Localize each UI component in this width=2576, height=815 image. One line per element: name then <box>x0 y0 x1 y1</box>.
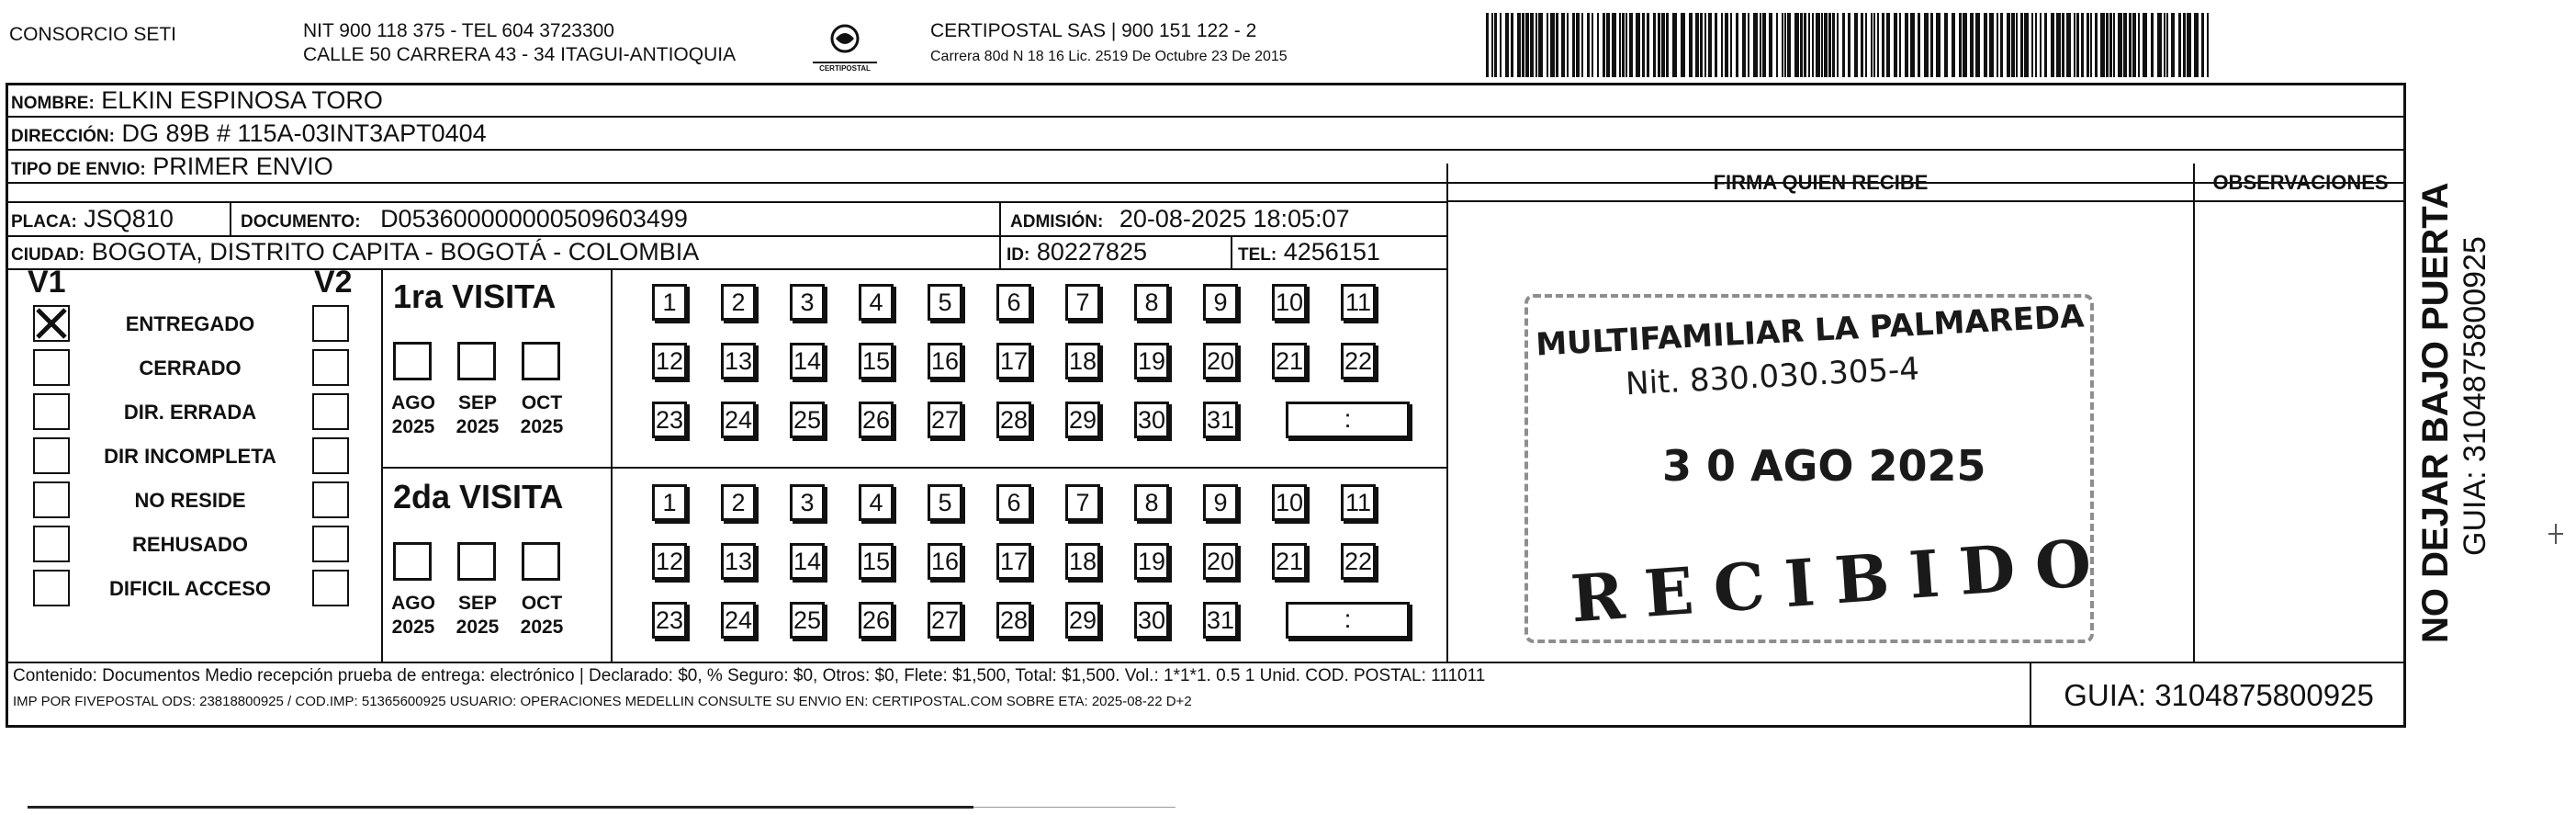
reception-stamp <box>1524 285 2114 652</box>
month-name: SEP <box>457 593 498 614</box>
day-box[interactable]: 28 <box>996 402 1031 438</box>
v2-checkbox[interactable] <box>312 481 349 518</box>
placa-value: JSQ810 <box>84 205 174 232</box>
day-box[interactable]: 6 <box>996 284 1031 321</box>
certipostal-logo <box>808 18 882 74</box>
day-box[interactable]: 16 <box>928 543 962 580</box>
edge-tick-cross <box>2548 533 2563 535</box>
day-box[interactable]: 1 <box>652 484 687 521</box>
day-box[interactable]: 2 <box>721 284 756 321</box>
month-year: 2025 <box>456 617 500 638</box>
day-box[interactable]: 12 <box>652 343 687 379</box>
side-guia: GUIA: 3104875800925 <box>2458 236 2492 556</box>
divider <box>381 467 1446 469</box>
day-box[interactable]: 20 <box>1203 543 1238 580</box>
direccion-row <box>11 117 487 153</box>
month-year: 2025 <box>520 617 564 638</box>
divider <box>2193 164 2195 663</box>
day-box[interactable]: 16 <box>928 343 962 379</box>
month-checkbox[interactable] <box>457 542 496 581</box>
day-box[interactable]: 5 <box>928 484 962 521</box>
documento-row <box>241 202 688 239</box>
day-box[interactable]: 8 <box>1134 284 1169 321</box>
visit-title: 1ra VISITA <box>393 277 557 315</box>
day-box[interactable]: 13 <box>721 343 756 379</box>
status-label: DIR INCOMPLETA <box>104 445 276 468</box>
month-name: OCT <box>521 392 563 413</box>
day-box[interactable]: 21 <box>1272 343 1307 379</box>
month-checkbox[interactable] <box>457 342 496 380</box>
day-box[interactable]: 9 <box>1203 484 1238 521</box>
id-row <box>1007 235 1147 272</box>
admision-value: 20-08-2025 18:05:07 <box>1119 205 1350 232</box>
nombre-row <box>11 84 383 120</box>
ciudad-row <box>11 235 699 272</box>
divider <box>1446 164 1448 663</box>
stamp-date: 3 0 AGO 2025 <box>1662 441 1986 491</box>
footer-contenido: Contenido: Documentos Medio recepción prueba de entrega: electrónico | Declarado: $0, % Seguro: $0, Otros: $0, Flete: $1,500, Total: $1,500. Vol.: 1*1*1. 0.5 1 Unid. COD. POSTAL: 111011 <box>13 666 1486 685</box>
tipo-label: TIPO DE ENVIO: <box>11 160 146 179</box>
day-box[interactable]: 17 <box>996 543 1031 580</box>
day-box[interactable]: 7 <box>1065 284 1100 321</box>
nombre-value: ELKIN ESPINOSA TORO <box>101 86 383 114</box>
address-line: CALLE 50 CARRERA 43 - 34 ITAGUI-ANTIOQUIA <box>303 44 737 65</box>
day-box[interactable]: 22 <box>1341 343 1376 379</box>
day-box[interactable]: 5 <box>928 284 962 321</box>
day-box[interactable]: 29 <box>1065 402 1100 438</box>
id-value: 80227825 <box>1036 238 1147 266</box>
day-box[interactable]: 18 <box>1065 543 1100 580</box>
bottom-rule-tail <box>973 807 1176 808</box>
documento-value: D053600000000509603499 <box>380 205 688 232</box>
day-box[interactable]: 10 <box>1272 284 1307 321</box>
v2-heading: V2 <box>314 265 353 300</box>
stamp-company: MULTIFAMILIAR LA PALMAREDA <box>1535 298 2086 364</box>
day-box[interactable]: 3 <box>790 484 825 521</box>
day-box[interactable]: 14 <box>790 343 825 379</box>
v2-checkbox[interactable] <box>312 305 349 342</box>
month-year: 2025 <box>520 416 564 437</box>
day-box[interactable]: 15 <box>859 543 894 580</box>
direccion-value: DG 89B # 115A-03INT3APT0404 <box>121 119 487 147</box>
day-box[interactable]: 15 <box>859 343 894 379</box>
firma-header: FIRMA QUIEN RECIBE <box>1713 171 1929 194</box>
day-box[interactable]: 7 <box>1065 484 1100 521</box>
v2-checkbox[interactable] <box>312 526 349 562</box>
month-checkbox[interactable] <box>393 342 432 380</box>
tipo-value: PRIMER ENVIO <box>152 153 333 180</box>
month-name: SEP <box>457 392 498 413</box>
day-box[interactable]: 25 <box>790 602 825 639</box>
side-warning: NO DEJAR BAJO PUERTA <box>2415 182 2456 643</box>
day-box[interactable]: 28 <box>996 602 1031 639</box>
day-box[interactable]: 23 <box>652 402 687 438</box>
day-box[interactable]: 14 <box>790 543 825 580</box>
visit-title: 2da VISITA <box>393 478 564 515</box>
status-label: DIFICIL ACCESO <box>108 577 271 600</box>
nombre-label: NOMBRE: <box>11 94 95 113</box>
v2-checkbox[interactable] <box>312 570 349 606</box>
day-box[interactable]: 26 <box>859 602 894 639</box>
day-box[interactable]: 19 <box>1134 543 1169 580</box>
status-label: REHUSADO <box>132 533 248 556</box>
day-box[interactable]: 3 <box>790 284 825 321</box>
status-label: ENTREGADO <box>125 312 255 335</box>
day-box[interactable]: 21 <box>1272 543 1307 580</box>
day-box[interactable]: 30 <box>1134 602 1169 639</box>
day-box[interactable]: 17 <box>996 343 1031 379</box>
day-box[interactable]: 11 <box>1341 284 1376 321</box>
month-name: OCT <box>521 593 563 614</box>
v2-checkbox[interactable] <box>312 437 349 474</box>
nit-line: NIT 900 118 375 - TEL 604 3723300 <box>303 20 614 41</box>
footer-imp: IMP POR FIVEPOSTAL ODS: 23818800925 / COD.IMP: 51365600925 USUARIO: OPERACIONES MEDELLIN CONSULTE SU ENVIO EN: CERTIPOSTAL.COM SOBRE ETA: 2025-08-22 D+2 <box>13 694 1192 709</box>
month-checkbox[interactable] <box>522 342 560 380</box>
direccion-label: DIRECCIÓN: <box>11 127 115 146</box>
license-line: Carrera 80d N 18 16 Lic. 2519 De Octubre 23 De 2015 <box>930 49 1288 64</box>
divider <box>611 268 613 663</box>
tel-row <box>1238 235 1380 272</box>
v1-heading: V1 <box>28 265 66 300</box>
month-name: AGO <box>391 392 435 413</box>
status-label: CERRADO <box>139 357 242 379</box>
day-box[interactable]: 19 <box>1134 343 1169 379</box>
id-label: ID: <box>1007 245 1030 265</box>
month-checkbox[interactable] <box>522 542 560 581</box>
logo-text: CERTIPOSTAL <box>819 64 871 73</box>
ciudad-value: BOGOTA, DISTRITO CAPITA - BOGOTÁ - COLOMBIA <box>91 238 700 266</box>
day-box[interactable]: 4 <box>859 284 894 321</box>
day-box[interactable]: 11 <box>1341 484 1376 521</box>
divider <box>6 662 2406 663</box>
bottom-rule <box>28 806 973 809</box>
admision-row <box>1010 202 1350 239</box>
v2-checkbox[interactable] <box>312 393 349 430</box>
month-year: 2025 <box>391 617 435 638</box>
day-box[interactable]: 20 <box>1203 343 1238 379</box>
status-label: NO RESIDE <box>134 489 246 512</box>
day-box[interactable]: 27 <box>928 602 962 639</box>
day-box[interactable]: 24 <box>721 402 756 438</box>
stamp-nit: Nit. 830.030.305-4 <box>1625 350 1920 403</box>
day-box[interactable]: 25 <box>790 402 825 438</box>
placa-label: PLACA: <box>11 212 77 232</box>
carrier-line: CERTIPOSTAL SAS | 900 151 122 - 2 <box>930 20 1257 41</box>
day-box[interactable]: 30 <box>1134 402 1169 438</box>
status-label: DIR. ERRADA <box>123 401 257 424</box>
day-box[interactable]: 8 <box>1134 484 1169 521</box>
day-box[interactable]: 18 <box>1065 343 1100 379</box>
tel-label: TEL: <box>1238 245 1277 265</box>
day-box[interactable]: 9 <box>1203 284 1238 321</box>
divider <box>381 268 383 663</box>
footer-guia: GUIA: 3104875800925 <box>2064 678 2374 712</box>
stamp-word: RECIBIDO <box>1568 523 2114 638</box>
day-box[interactable]: 1 <box>652 284 687 321</box>
tipo-row <box>11 150 333 187</box>
day-box[interactable]: 6 <box>996 484 1031 521</box>
month-year: 2025 <box>456 416 500 437</box>
day-box[interactable]: 23 <box>652 602 687 639</box>
day-box[interactable]: 24 <box>721 602 756 639</box>
divider <box>1231 235 1232 268</box>
day-box[interactable]: 22 <box>1341 543 1376 580</box>
month-year: 2025 <box>391 416 435 437</box>
day-box[interactable]: 26 <box>859 402 894 438</box>
day-box[interactable]: 27 <box>928 402 962 438</box>
ciudad-label: CIUDAD: <box>11 245 85 265</box>
placa-row <box>11 202 174 239</box>
divider <box>1446 200 2406 202</box>
day-box[interactable]: 4 <box>859 484 894 521</box>
tel-value: 4256151 <box>1283 238 1380 266</box>
day-box[interactable]: 2 <box>721 484 756 521</box>
divider <box>999 201 1001 268</box>
day-box[interactable]: 31 <box>1203 402 1238 438</box>
time-field[interactable]: : <box>1286 402 1410 438</box>
day-box[interactable]: 10 <box>1272 484 1307 521</box>
documento-label: DOCUMENTO: <box>241 212 361 232</box>
admision-label: ADMISIÓN: <box>1010 212 1104 232</box>
day-box[interactable]: 13 <box>721 543 756 580</box>
day-box[interactable]: 29 <box>1065 602 1100 639</box>
time-field[interactable]: : <box>1286 602 1410 639</box>
barcode <box>1486 13 2221 77</box>
day-box[interactable]: 31 <box>1203 602 1238 639</box>
month-checkbox[interactable] <box>393 542 432 581</box>
divider <box>230 201 231 235</box>
v2-checkbox[interactable] <box>312 349 349 386</box>
month-name: AGO <box>391 593 435 614</box>
observaciones-header: OBSERVACIONES <box>2212 171 2389 194</box>
company-name: CONSORCIO SETI <box>9 24 177 45</box>
day-box[interactable]: 12 <box>652 543 687 580</box>
